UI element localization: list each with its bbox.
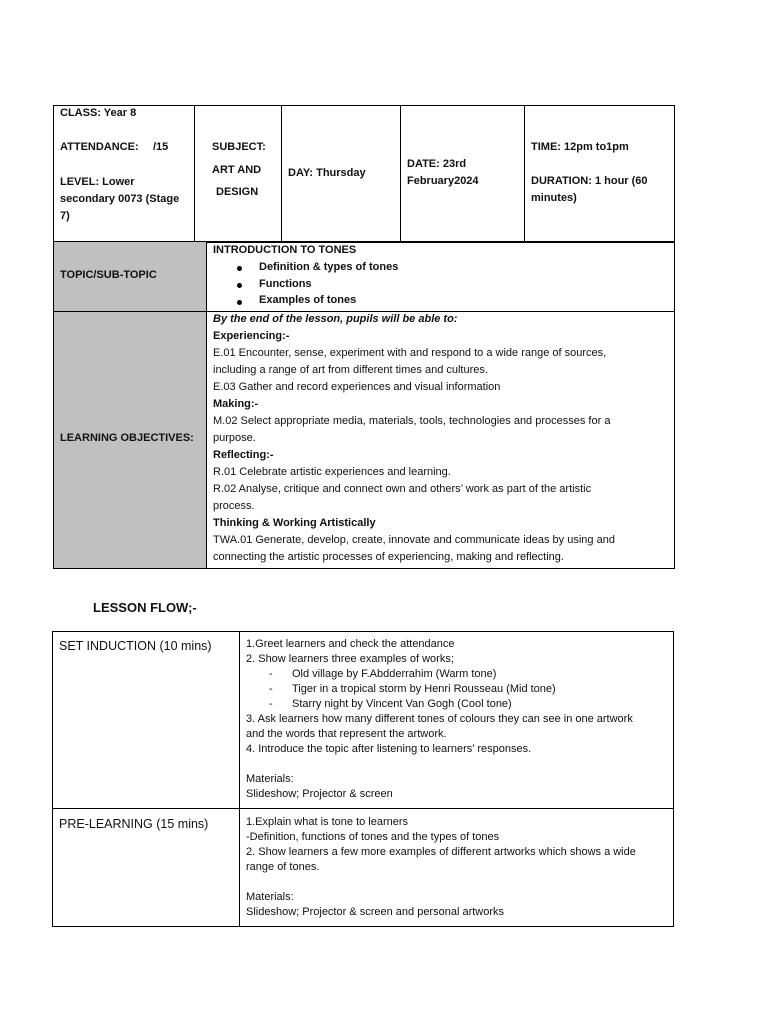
dash-icon: - <box>269 683 273 695</box>
pl-materials-label: Materials: <box>246 891 294 903</box>
duration-line-1: DURATION: 1 hour (60 <box>531 175 648 187</box>
si-line-3a: 3. Ask learners how many different tones of colours they can see in one artwork <box>246 713 633 725</box>
r02-line-1: R.02 Analyse, critique and connect own and others’ work as part of the artistic <box>213 483 592 495</box>
thinking-heading: Thinking & Working Artistically <box>213 517 376 529</box>
topic-bullet-3: Examples of tones <box>259 294 357 306</box>
si-line-3b: and the words that represent the artwork. <box>246 728 447 740</box>
topic-bullet-1: Definition & types of tones <box>259 261 399 273</box>
experiencing-heading: Experiencing:- <box>213 330 290 342</box>
date-cell <box>401 106 525 243</box>
si-line-1: 1.Greet learners and check the attendance <box>246 638 455 650</box>
class-info-cell <box>54 106 195 243</box>
si-line-2: 2. Show learners three examples of works; <box>246 653 454 665</box>
date-line-2: February2024 <box>407 175 479 187</box>
making-heading: Making:- <box>213 398 259 410</box>
lesson-flow-table <box>52 631 674 927</box>
pre-learning-label-cell <box>53 809 240 927</box>
pre-learning-label: PRE-LEARNING (15 mins) <box>59 817 209 831</box>
subject-line-2: ART AND <box>212 164 262 176</box>
e01-line-1: E.01 Encounter, sense, experiment with and respond to a wide range of sources, <box>213 347 607 359</box>
level-line-1: LEVEL: Lower <box>60 176 135 188</box>
m02-line-1: M.02 Select appropriate media, materials, tools, technologies and processes for a <box>213 415 611 427</box>
pl-line-1: 1.Explain what is tone to learners <box>246 816 409 828</box>
topic-title: INTRODUCTION TO TONES <box>213 244 357 256</box>
objectives-intro: By the end of the lesson, pupils will be able to: <box>213 313 458 325</box>
e03-line: E.03 Gather and record experiences and visual information <box>213 381 501 393</box>
pl-line-2: -Definition, functions of tones and the types of tones <box>246 831 500 843</box>
pre-learning-content-cell <box>240 809 674 927</box>
lesson-header-table <box>53 105 675 243</box>
dash-icon: - <box>269 698 273 710</box>
day-cell <box>282 106 401 243</box>
day-text: DAY: Thursday <box>288 167 366 179</box>
si-materials-label: Materials: <box>246 773 294 785</box>
time-text: TIME: 12pm to1pm <box>531 141 629 153</box>
topic-content-cell <box>207 242 675 312</box>
topic-label: TOPIC/SUB-TOPIC <box>60 269 157 281</box>
time-cell <box>525 106 675 243</box>
bullet-icon <box>237 300 242 305</box>
si-sub-3: Starry night by Vincent Van Gogh (Cool tone) <box>292 698 512 710</box>
m02-line-2: purpose. <box>213 432 256 444</box>
subject-cell <box>195 106 282 243</box>
e01-line-2: including a range of art from different times and cultures. <box>213 364 488 376</box>
duration-line-2: minutes) <box>531 192 577 204</box>
set-induction-content-cell <box>240 632 674 809</box>
class-text: CLASS: Year 8 <box>60 107 137 119</box>
attendance-label: ATTENDANCE: <box>60 141 139 153</box>
reflecting-heading: Reflecting:- <box>213 449 274 461</box>
dash-icon: - <box>269 668 273 680</box>
subject-line-3: DESIGN <box>216 186 259 198</box>
si-sub-2: Tiger in a tropical storm by Henri Rousseau (Mid tone) <box>292 683 556 695</box>
level-line-2: secondary 0073 (Stage <box>60 193 180 205</box>
attendance-value: /15 <box>153 141 169 153</box>
pl-line-3a: 2. Show learners a few more examples of different artworks which shows a wide <box>246 846 636 858</box>
objectives-content-cell <box>207 312 675 569</box>
topic-objectives-table <box>53 241 675 569</box>
pl-materials: Slideshow; Projector & screen and personal artworks <box>246 906 505 918</box>
lesson-flow-title: LESSON FLOW;- <box>93 600 197 615</box>
topic-bullet-2: Functions <box>259 278 312 290</box>
r01-line: R.01 Celebrate artistic experiences and learning. <box>213 466 451 478</box>
set-induction-label: SET INDUCTION (10 mins) <box>59 639 212 653</box>
subject-line-1: SUBJECT: <box>212 141 266 153</box>
twa-line-2: connecting the artistic processes of experiencing, making and reflecting. <box>213 551 564 563</box>
bullet-icon <box>237 283 242 288</box>
si-sub-1: Old village by F.Abdderrahim (Warm tone) <box>292 668 497 680</box>
topic-label-cell <box>54 242 207 312</box>
date-line-1: DATE: 23rd <box>407 158 467 170</box>
si-line-4: 4. Introduce the topic after listening to learners’ responses. <box>246 743 532 755</box>
r02-line-2: process. <box>213 500 255 512</box>
twa-line-1: TWA.01 Generate, develop, create, innovate and communicate ideas by using and <box>213 534 615 546</box>
bullet-icon <box>237 266 242 271</box>
objectives-label-cell <box>54 312 207 569</box>
pl-line-3b: range of tones. <box>246 861 320 873</box>
level-line-3: 7) <box>60 210 70 222</box>
set-induction-label-cell <box>53 632 240 809</box>
objectives-label: LEARNING OBJECTIVES: <box>60 432 194 444</box>
si-materials: Slideshow; Projector & screen <box>246 788 393 800</box>
